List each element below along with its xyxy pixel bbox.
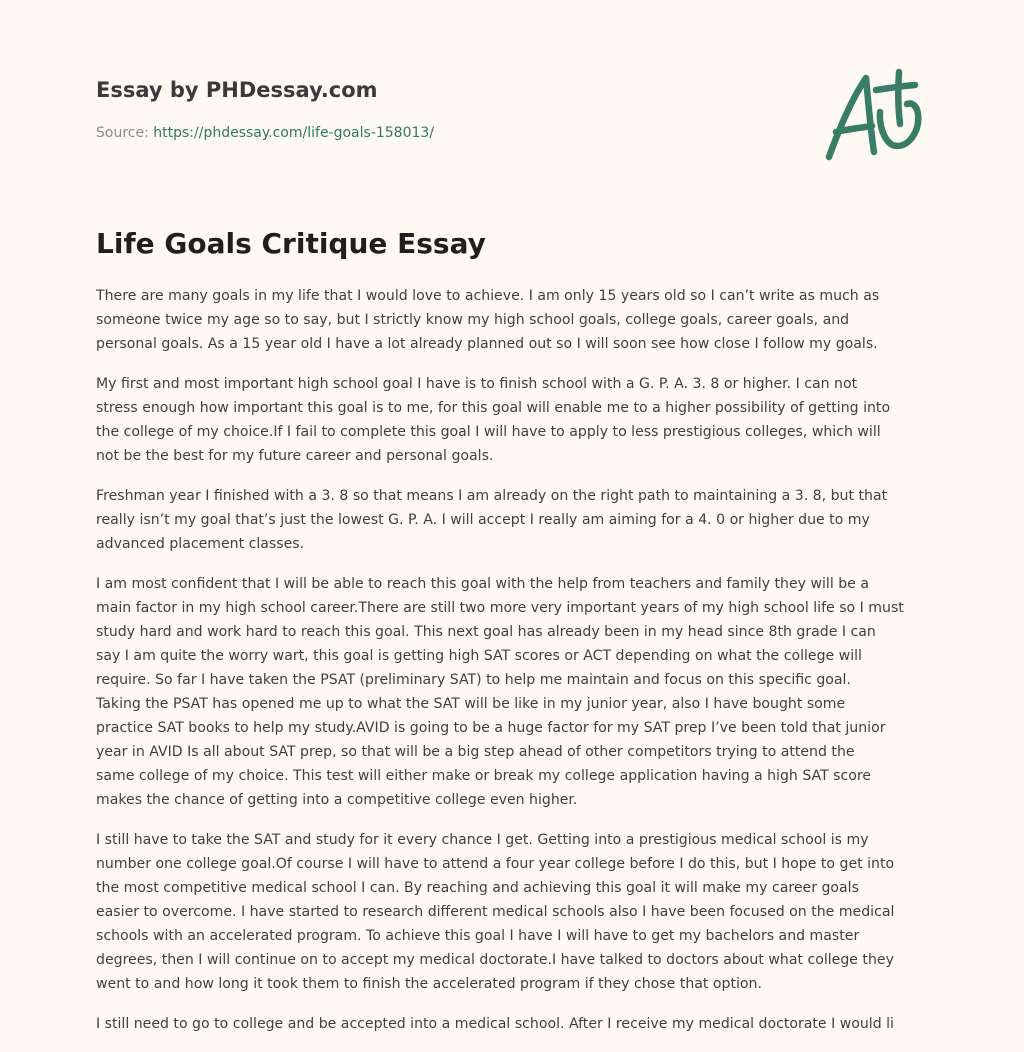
essay-body: [96, 284, 936, 1052]
paragraph-line: went to and how long it took them to finish the accelerated program if they chose that option.: [96, 976, 762, 992]
source-link[interactable]: https://phdessay.com/life-goals-158013/: [153, 125, 435, 141]
paragraph-line: someone twice my age so to say, but I strictly know my high school goals, college goals, career goals, and: [96, 312, 850, 328]
paragraph-line: not be the best for my future career and personal goals.: [96, 448, 494, 464]
paragraph-line: the college of my choice.If I fail to complete this goal I will have to apply to less prestigious colleges, which will: [96, 424, 881, 440]
site-title: Essay by PHDessay.com: [96, 78, 378, 102]
essay-paragraph: [96, 284, 936, 356]
paragraph-line: personal goals. As a 15 year old I have a lot already planned out so I will soon see how close I follow my goals.: [96, 336, 878, 352]
paragraph-line: I still need to go to college and be accepted into a medical school. After I receive my medical doctorate I would li: [96, 1016, 894, 1032]
paragraph-line: number one college goal.Of course I will have to attend a four year college before I do this, but I hope to get into: [96, 856, 895, 872]
essay-paragraph: [96, 484, 936, 556]
essay-paragraph: [96, 572, 936, 812]
paragraph-line: year in AVID Is all about SAT prep, so that will be a big step ahead of other competitors trying to attend the: [96, 744, 855, 760]
essay-title: Life Goals Critique Essay: [96, 227, 486, 260]
paragraph-line: My first and most important high school goal I have is to finish school with a G. P. A. 3. 8 or higher. I can not: [96, 376, 858, 392]
paragraph-line: makes the chance of getting into a competitive college even higher.: [96, 792, 578, 808]
paragraph-line: Taking the PSAT has opened me up to what the SAT will be like in my junior year, also I have bought some: [96, 696, 846, 712]
paragraph-line: say I am quite the worry wart, this goal is getting high SAT scores or ACT depending on what the college will: [96, 648, 862, 664]
paragraph-line: study hard and work hard to reach this goal. This next goal has already been in my head since 8th grade I can: [96, 624, 876, 640]
source-label: Source:: [96, 125, 149, 141]
paragraph-line: main factor in my high school career.There are still two more very important years of my high school life so I must: [96, 600, 904, 616]
paragraph-line: the most competitive medical school I can. By reaching and achieving this goal it will make my career goals: [96, 880, 859, 896]
paragraph-line: stress enough how important this goal is to me, for this goal will enable me to a higher possibility of getting into: [96, 400, 891, 416]
paragraph-line: advanced placement classes.: [96, 536, 305, 552]
paragraph-line: There are many goals in my life that I would love to achieve. I am only 15 years old so I can’t write as much as: [96, 288, 880, 304]
paragraph-line: I am most confident that I will be able to reach this goal with the help from teachers and family they will be a: [96, 576, 869, 592]
paragraph-line: require. So far I have taken the PSAT (preliminary SAT) to help me maintain and focus on this specific goal.: [96, 672, 851, 688]
paragraph-line: same college of my choice. This test will either make or break my college application having a high SAT score: [96, 768, 872, 784]
essay-paragraph: [96, 1012, 936, 1036]
paragraph-line: schools with an accelerated program. To achieve this goal I have I will have to get my bachelors and master: [96, 928, 860, 944]
essay-paragraph: [96, 372, 936, 468]
paragraph-line: really isn’t my goal that’s just the lowest G. P. A. I will accept I really am aiming for a 4. 0 or higher due to my: [96, 512, 870, 528]
essay-header: [96, 76, 796, 143]
paragraph-line: Freshman year I finished with a 3. 8 so that means I am already on the right path to maintaining a 3. 8, but that: [96, 488, 888, 504]
paragraph-line: degrees, then I will continue on to accept my medical doctorate.I have talked to doctors about what college they: [96, 952, 894, 968]
source-line: [96, 123, 796, 143]
paragraph-line: practice SAT books to help my study.AVID is going to be a huge factor for my SAT prep I’ve been told that junior: [96, 720, 886, 736]
paragraph-line: I still have to take the SAT and study for it every chance I get. Getting into a prestigious medical school is my: [96, 832, 869, 848]
paragraph-line: easier to overcome. I have started to research different medical schools also I have been focused on the medical: [96, 904, 895, 920]
a-plus-logo-icon: [822, 68, 926, 164]
essay-paragraph: [96, 828, 936, 996]
